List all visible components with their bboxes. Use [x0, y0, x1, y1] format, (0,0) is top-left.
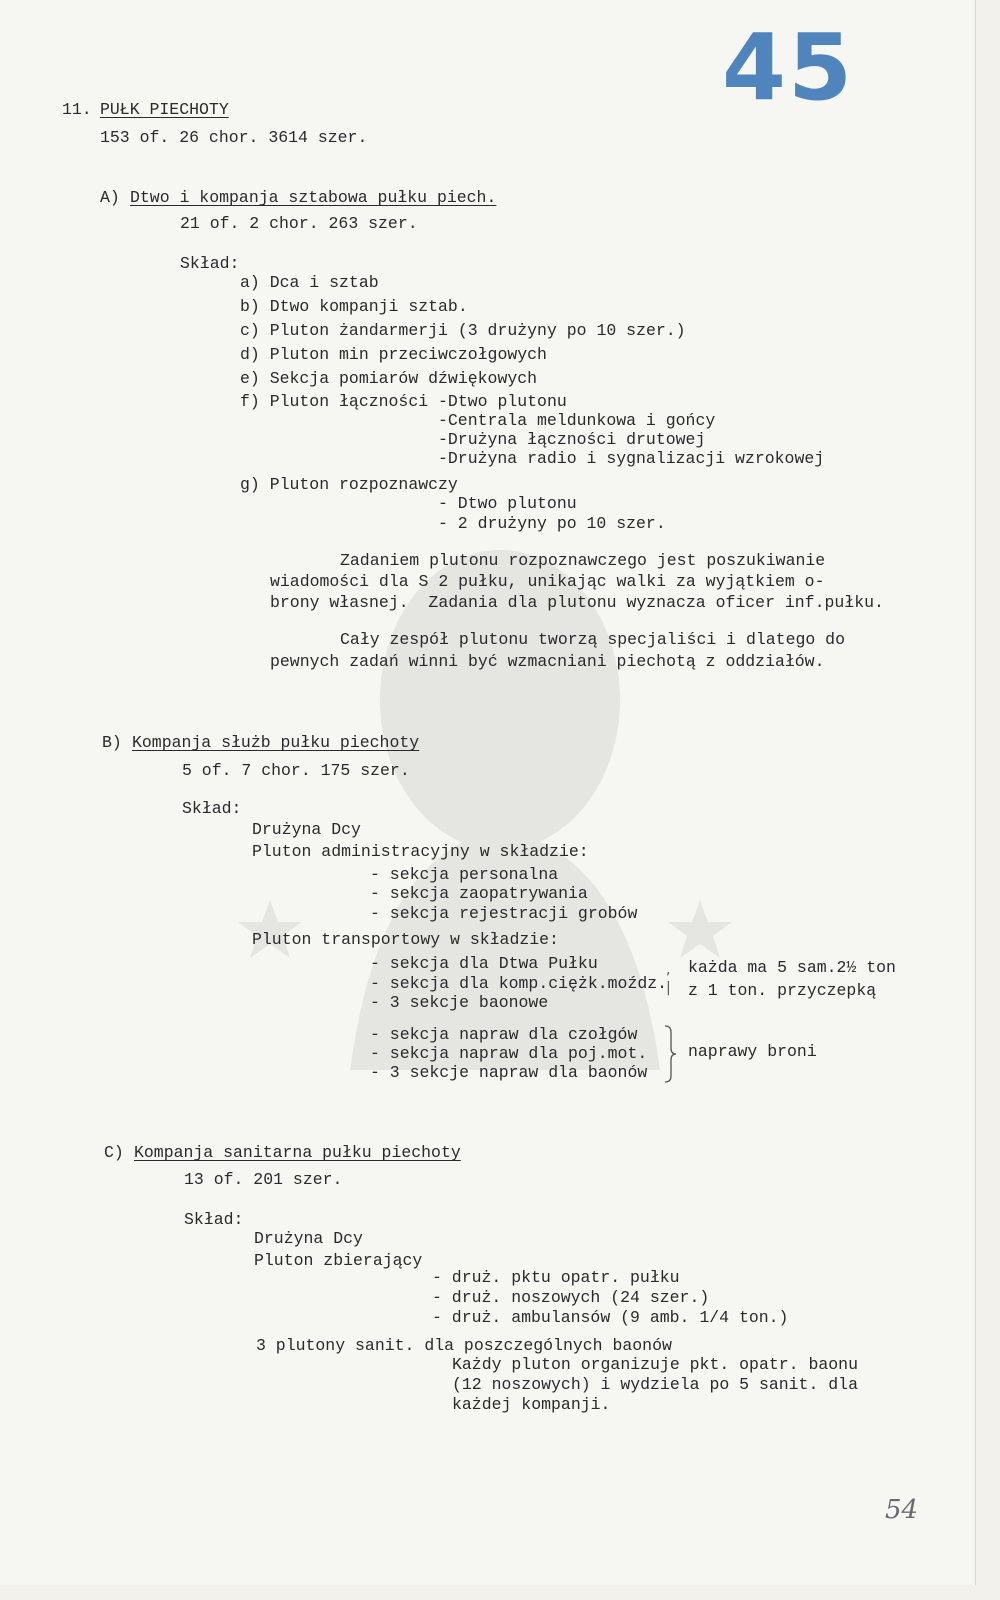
section-a-letter: A): [100, 188, 120, 207]
section-a-f-subitem: -Drużyna radio i sygnalizacji wzrokowej: [438, 449, 825, 468]
section-c-zbier-subitem: - druż. noszowych (24 szer.): [432, 1288, 710, 1307]
curly-brace-icon: [662, 1024, 678, 1084]
section-number: 11.: [62, 100, 92, 119]
brace-icon: ,: [666, 962, 671, 978]
section-b-repair-subitem: - 3 sekcje napraw dla baonów: [370, 1063, 648, 1082]
section-b-totals: 5 of. 7 chor. 175 szer.: [182, 761, 410, 780]
section-c-plutony: 3 plutony sanit. dla poszczególnych baonów: [256, 1336, 672, 1355]
section-a-item: a) Dca i sztab: [240, 273, 379, 292]
section-a-f-subitem: -Centrala meldunkowa i gońcy: [438, 411, 716, 430]
section-a-sklad-label: Skład:: [180, 254, 240, 273]
section-a-item: b) Dtwo kompanji sztab.: [240, 297, 468, 316]
document-title: PUŁK PIECHOTY: [100, 100, 229, 119]
section-c-plutony-desc: Każdy pluton organizuje pkt. opatr. baonu: [452, 1355, 858, 1374]
regiment-totals: 153 of. 26 chor. 3614 szer.: [100, 128, 368, 147]
section-b-admin-subitem: - sekcja rejestracji grobów: [370, 904, 638, 923]
section-c-sklad-label: Skład:: [184, 1210, 244, 1229]
section-a-item: f) Pluton łączności -Dtwo plutonu: [240, 392, 567, 411]
section-b-title: Kompanja służb pułku piechoty: [132, 733, 420, 752]
section-a-item: e) Sekcja pomiarów dźwiękowych: [240, 369, 538, 388]
section-b-druzyna: Drużyna Dcy: [252, 820, 361, 839]
section-b-admin-subitem: - sekcja zaopatrywania: [370, 884, 588, 903]
section-a-totals: 21 of. 2 chor. 263 szer.: [180, 214, 418, 233]
section-a-g-subitem: - Dtwo plutonu: [438, 494, 577, 513]
section-a-title: Dtwo i kompanja sztabowa pułku piech.: [130, 188, 497, 207]
section-c-letter: C): [104, 1143, 124, 1162]
section-b-letter: B): [102, 733, 122, 752]
section-b-repair-subitem: - sekcja napraw dla poj.mot.: [370, 1044, 648, 1063]
section-b-admin: Pluton administracyjny w składzie:: [252, 842, 589, 861]
section-b-repair-subitem: - sekcja napraw dla czołgów: [370, 1025, 638, 1044]
section-c-totals: 13 of. 201 szer.: [184, 1170, 343, 1189]
section-a-item: d) Pluton min przeciwczołgowych: [240, 345, 547, 364]
section-c-zbier-subitem: - druż. pktu opatr. pułku: [432, 1268, 680, 1287]
brace-icon: |: [666, 980, 671, 996]
section-b-transport-note: z 1 ton. przyczepką: [688, 981, 877, 1000]
section-b-transport-note: każda ma 5 sam.2½ ton: [688, 958, 896, 977]
section-b-transport-subitem: - 3 sekcje baonowe: [370, 993, 549, 1012]
handwritten-page-number: 54: [885, 1495, 919, 1525]
section-c-zbierajacy: Pluton zbierający: [254, 1251, 423, 1270]
section-b-repair-note: naprawy broni: [688, 1042, 817, 1061]
section-c-plutony-desc: (12 noszowych) i wydziela po 5 sanit. dla: [452, 1375, 858, 1394]
section-b-transport-subitem: - sekcja dla Dtwa Pułku: [370, 954, 598, 973]
section-c-zbier-subitem: - druż. ambulansów (9 amb. 1/4 ton.): [432, 1308, 789, 1327]
page-number-stamp: 45: [722, 14, 855, 121]
section-b-admin-subitem: - sekcja personalna: [370, 865, 559, 884]
paragraph-line: Cały zespół plutonu tworzą specjaliści i dlatego do: [340, 630, 845, 649]
section-c-plutony-desc: każdej kompanji.: [452, 1395, 611, 1414]
section-a-f-subitem: -Drużyna łączności drutowej: [438, 430, 706, 449]
section-b-sklad-label: Skład:: [182, 799, 242, 818]
paragraph-line: Zadaniem plutonu rozpoznawczego jest poszukiwanie: [340, 551, 826, 570]
section-b-transport-subitem: - sekcja dla komp.ciężk.moźdz.: [370, 974, 668, 993]
paragraph-line: pewnych zadań winni być wzmacniani piechotą z oddziałów.: [270, 652, 825, 671]
section-c-druzyna: Drużyna Dcy: [254, 1229, 363, 1248]
section-a-item: c) Pluton żandarmerji (3 drużyny po 10 szer.): [240, 321, 686, 340]
section-a-item: g) Pluton rozpoznawczy: [240, 475, 458, 494]
section-c-title: Kompanja sanitarna pułku piechoty: [134, 1143, 461, 1162]
section-b-transport: Pluton transportowy w składzie:: [252, 930, 559, 949]
section-a-g-subitem: - 2 drużyny po 10 szer.: [438, 514, 666, 533]
paragraph-line: brony własnej. Zadania dla plutonu wyznacza oficer inf.pułku.: [270, 593, 884, 612]
paragraph-line: wiadomości dla S 2 pułku, unikając walki za wyjątkiem o-: [270, 572, 825, 591]
